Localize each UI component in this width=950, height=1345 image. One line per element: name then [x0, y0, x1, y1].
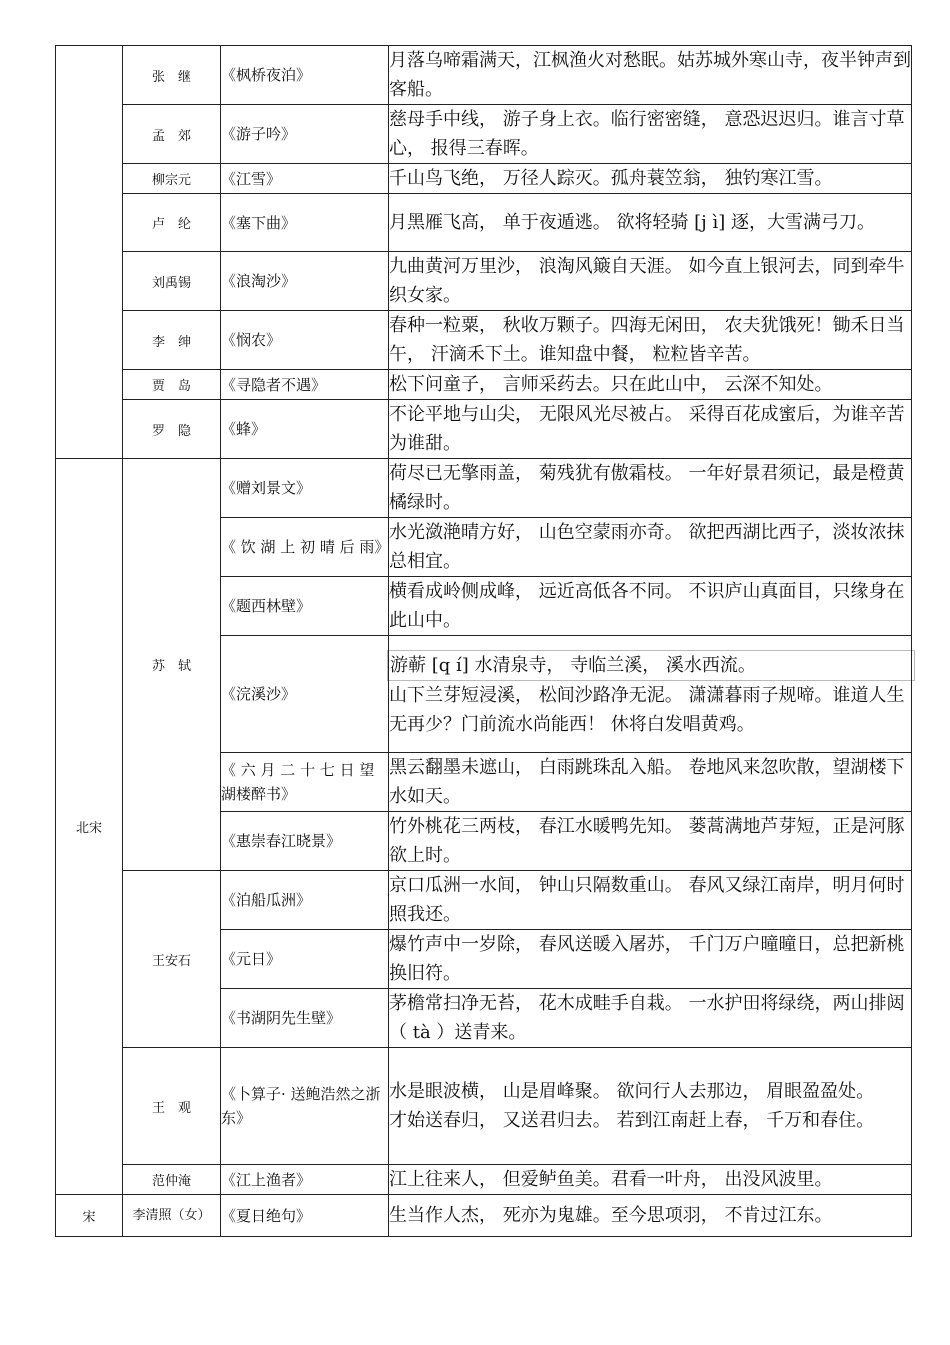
title-cell: 《游子吟》 — [221, 105, 389, 164]
poet-cell: 李清照（女） — [123, 1195, 221, 1237]
poem-line: 月落乌啼霜满天，江枫渔火对愁眠。姑苏城外寒山寺，夜半钟声到客船。 — [389, 50, 911, 100]
poem-text-cell — [389, 753, 912, 812]
title-cell: 《江雪》 — [221, 164, 389, 194]
title-cell: 《枫桥夜泊》 — [221, 46, 389, 105]
title-cell: 《塞下曲》 — [221, 194, 389, 252]
poem-text-cell — [389, 1165, 912, 1195]
poem-line: 横看成岭侧成峰， 远近高低各不同。 不识庐山真面目，只缘身在此山中。 — [389, 581, 905, 631]
table-row — [56, 46, 912, 105]
title-cell: 《寻隐者不遇》 — [221, 370, 389, 400]
table-row — [56, 1048, 912, 1165]
poem-text-cell — [389, 459, 912, 518]
era-cell — [56, 46, 123, 459]
title-cell: 《江上渔者》 — [221, 1165, 389, 1195]
poem-line: 水光潋滟晴方好， 山色空蒙雨亦奇。 欲把西湖比西子，淡妆浓抹总相宜。 — [389, 522, 905, 572]
poem-text-cell — [389, 105, 912, 164]
table-row — [56, 1195, 912, 1237]
table-row — [56, 1165, 912, 1195]
poet-cell: 刘禹锡 — [123, 252, 221, 311]
poem-line: 水是眼波横， 山是眉峰聚。 欲问行人去那边， 眉眼盈盈处。 — [389, 1081, 875, 1102]
poet-cell: 孟 郊 — [123, 105, 221, 164]
poem-text-cell — [389, 1048, 912, 1165]
poet-cell: 苏 轼 — [123, 459, 221, 871]
poem-line: 荷尽已无擎雨盖， 菊残犹有傲霜枝。 一年好景君须记，最是橙黄橘绿时。 — [389, 463, 905, 513]
poet-cell: 范仲淹 — [123, 1165, 221, 1195]
poem-line: 才始送春归， 又送君归去。 若到江南赶上春， 千万和春住。 — [389, 1110, 875, 1131]
title-cell: 《泊船瓜洲》 — [221, 871, 389, 930]
poem-line: 爆竹声中一岁除， 春风送暖入屠苏， 千门万户曈曈日，总把新桃换旧符。 — [389, 934, 905, 984]
poem-line: 月黑雁飞高， 单于夜遁逃。 欲将轻骑 [j ì] 逐，大雪满弓刀。 — [389, 212, 875, 233]
title-cell: 《书湖阴先生壁》 — [221, 989, 389, 1048]
title-cell: 《题西林壁》 — [221, 577, 389, 636]
poem-text-cell — [389, 636, 912, 753]
title-cell: 《悯农》 — [221, 311, 389, 370]
poet-cell: 柳宗元 — [123, 164, 221, 194]
title-cell: 《赠刘景文》 — [221, 459, 389, 518]
title-cell: 《元日》 — [221, 930, 389, 989]
poem-line: 黑云翻墨未遮山， 白雨跳珠乱入船。 卷地风来忽吹散，望湖楼下水如天。 — [389, 757, 905, 807]
poem-line: 生当作人杰， 死亦为鬼雄。至今思项羽， 不肯过江东。 — [389, 1205, 833, 1226]
poem-line: 春种一粒粟， 秋收万颗子。四海无闲田， 农夫犹饿死！锄禾日当午， 汗滴禾下土。谁知盘中餐， 粒粒皆辛苦。 — [389, 315, 905, 365]
title-cell: 《浣溪沙》 — [221, 636, 389, 753]
poem-text-cell — [389, 989, 912, 1048]
title-cell: 《惠崇春江晓景》 — [221, 812, 389, 871]
poem-line: 游蕲 [q í] 水清泉寺， 寺临兰溪， 溪水西流。 — [387, 650, 915, 681]
title-cell: 《浪淘沙》 — [221, 252, 389, 311]
table-row — [56, 252, 912, 311]
poem-text-cell — [389, 871, 912, 930]
table-row — [56, 400, 912, 459]
table-row — [56, 459, 912, 518]
era-cell: 北宋 — [56, 459, 123, 1195]
title-cell: 《 六 月 二 十 七 日 望湖楼醉书》 — [221, 753, 389, 812]
title-cell: 《 饮 湖 上 初 晴 后 雨》 — [221, 518, 389, 577]
poem-text-cell — [389, 311, 912, 370]
poem-line: 九曲黄河万里沙， 浪淘风簸自天涯。 如今直上银河去，同到牵牛织女家。 — [389, 256, 905, 306]
poet-cell: 李 绅 — [123, 311, 221, 370]
poem-text-cell — [389, 1195, 912, 1237]
poet-cell: 贾 岛 — [123, 370, 221, 400]
table-row — [56, 164, 912, 194]
poem-text-cell — [389, 370, 912, 400]
poem-line: 山下兰芽短浸溪， 松间沙路净无泥。 潇潇暮雨子规啼。谁道人生无再少？门前流水尚能西！ 休将白发唱黄鸡。 — [389, 684, 905, 735]
poem-line: 不论平地与山尖， 无限风光尽被占。 采得百花成蜜后，为谁辛苦为谁甜。 — [389, 404, 905, 454]
poem-text-cell — [389, 812, 912, 871]
title-cell: 《夏日绝句》 — [221, 1195, 389, 1237]
poem-line: 松下问童子， 言师采药去。只在此山中， 云深不知处。 — [389, 374, 833, 395]
poem-text-cell — [389, 400, 912, 459]
poet-cell: 张 继 — [123, 46, 221, 105]
poem-text-cell — [389, 518, 912, 577]
poem-text-cell — [389, 164, 912, 194]
poem-line: 茅檐常扫净无苔， 花木成畦手自栽。 一水护田将绿绕，两山排闼（ tà ）送青来。 — [389, 993, 905, 1043]
title-cell: 《蜂》 — [221, 400, 389, 459]
table-row — [56, 370, 912, 400]
poem-line: 千山鸟飞绝， 万径人踪灭。孤舟蓑笠翁， 独钓寒江雪。 — [389, 168, 833, 189]
poet-cell: 卢 纶 — [123, 194, 221, 252]
poem-line: 竹外桃花三两枝， 春江水暖鸭先知。 蒌蒿满地芦芽短，正是河豚欲上时。 — [389, 816, 905, 866]
table-row — [56, 105, 912, 164]
title-cell: 《卜算子· 送鲍浩然之浙东》 — [221, 1048, 389, 1165]
poem-line: 慈母手中线， 游子身上衣。临行密密缝， 意恐迟迟归。谁言寸草心， 报得三春晖。 — [389, 109, 905, 159]
poem-text-cell — [389, 577, 912, 636]
poem-text-cell — [389, 46, 912, 105]
poet-cell: 王 观 — [123, 1048, 221, 1165]
poet-cell: 王安石 — [123, 871, 221, 1048]
poem-line: 江上往来人， 但爱鲈鱼美。君看一叶舟， 出没风波里。 — [389, 1169, 833, 1190]
poem-line: 京口瓜洲一水间， 钟山只隔数重山。 春风又绿江南岸，明月何时照我还。 — [389, 875, 905, 925]
poem-text-cell — [389, 252, 912, 311]
table-row — [56, 871, 912, 930]
poem-text-cell — [389, 194, 912, 252]
table-row — [56, 194, 912, 252]
poem-table — [55, 45, 912, 1237]
era-cell: 宋 — [56, 1195, 123, 1237]
poem-text-cell — [389, 930, 912, 989]
table-row — [56, 311, 912, 370]
poet-cell: 罗 隐 — [123, 400, 221, 459]
